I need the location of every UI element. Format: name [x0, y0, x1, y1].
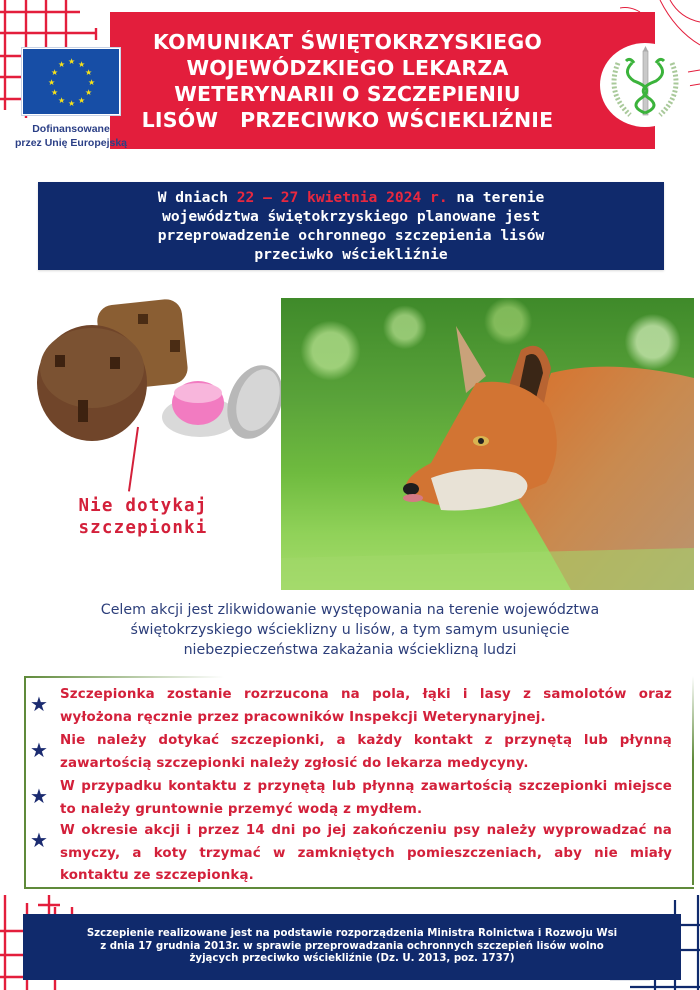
- guideline-text: W okresie akcji i przez 14 dni po jej zakończeniu psy należy wyprowadzać na smyczy, a koty trzymać w zamkniętych pomieszczeniach, aby nie miały kontaktu ze szczepionką.: [60, 823, 672, 883]
- eu-caption-line: Dofinansowane: [32, 123, 110, 135]
- guideline-text: W przypadku kontaktu z przynętą lub płynną zawartością szczepionki miejsce to należy gruntownie przemyć wodą z mydłem.: [60, 779, 672, 817]
- star-bullet-icon: ★: [30, 784, 48, 808]
- header-banner: [110, 12, 655, 149]
- star-bullet-icon: ★: [30, 828, 48, 852]
- legal-basis-text: [87, 928, 617, 966]
- goal-line: świętokrzyskiego wścieklizny u lisów, a tym samym usunięcie: [130, 622, 570, 638]
- eu-cofinancing-caption: [6, 122, 136, 150]
- announcement-line: województwa świętokrzyskiego planowane jest: [162, 208, 540, 225]
- campaign-date: 22 – 27 kwietnia 2024 r.: [236, 189, 448, 206]
- announcement-prefix: W dniach: [157, 189, 237, 206]
- guideline-item: [30, 730, 672, 775]
- legal-basis-footer: [23, 914, 681, 980]
- star-bullet-icon: ★: [30, 738, 48, 762]
- warning-line: szczepionki: [78, 518, 208, 538]
- footer-line: z dnia 17 grudnia 2013r. w sprawie przeprowadzania ochronnych szczepień lisów wolno: [100, 940, 604, 952]
- announcement-line: przeciwko wściekliźnie: [254, 246, 448, 263]
- red-fox-photo: [281, 298, 694, 590]
- goal-line: niebezpieczeństwa zakażania wścieklizną ludzi: [183, 642, 517, 658]
- guideline-item: [30, 820, 672, 888]
- title-line: LISÓW PRZECIWKO WŚCIEKLIŹNIE: [141, 107, 554, 132]
- warning-line: Nie dotykaj: [78, 496, 208, 516]
- title-line: WETERYNARII O SZCZEPIENIU: [174, 81, 521, 106]
- announcement-line: przeprowadzenie ochronnego szczepienia lisów: [157, 227, 545, 244]
- title-line: KOMUNIKAT ŚWIĘTOKRZYSKIEGO: [152, 29, 543, 54]
- eu-flag-icon: ★ ★ ★ ★ ★ ★ ★ ★ ★ ★ ★ ★: [22, 48, 120, 115]
- title-line: WOJEWÓDZKIEGO LEKARZA: [186, 55, 509, 80]
- guideline-item: [30, 776, 672, 821]
- eu-caption-line: przez Unię Europejską: [14, 137, 128, 149]
- footer-line: Szczepienie realizowane jest na podstawie rozporządzenia Ministra Rolnictwa i Rozwoju Wsi: [86, 928, 618, 940]
- goal-line: Celem akcji jest zlikwidowanie występowania na terenie województwa: [100, 602, 600, 618]
- announcement-box: [38, 182, 664, 270]
- veterinary-caduceus-logo-icon: [600, 43, 690, 127]
- vaccine-bait-photo: [30, 290, 292, 460]
- announcement-text: [158, 188, 545, 264]
- star-bullet-icon: ★: [30, 692, 48, 716]
- do-not-touch-warning: [58, 495, 228, 539]
- footer-line: żyjących przeciwko wściekliźnie (Dz. U. 2013, poz. 1737): [189, 953, 515, 965]
- guideline-text: Szczepionka zostanie rozrzucona na pola, łąki i lasy z samolotów oraz wyłożona ręcznie przez pracowników Inspekcji Weterynaryjnej.: [60, 687, 672, 725]
- page-title: [142, 29, 554, 133]
- announcement-suffix: na terenie: [447, 189, 545, 206]
- campaign-goal-text: [60, 600, 640, 660]
- guideline-item: [30, 684, 672, 729]
- guideline-text: Nie należy dotykać szczepionki, a każdy kontakt z przynętą lub płynną zawartością szczepionki należy zgłosić do lekarza medycyny.: [60, 733, 672, 771]
